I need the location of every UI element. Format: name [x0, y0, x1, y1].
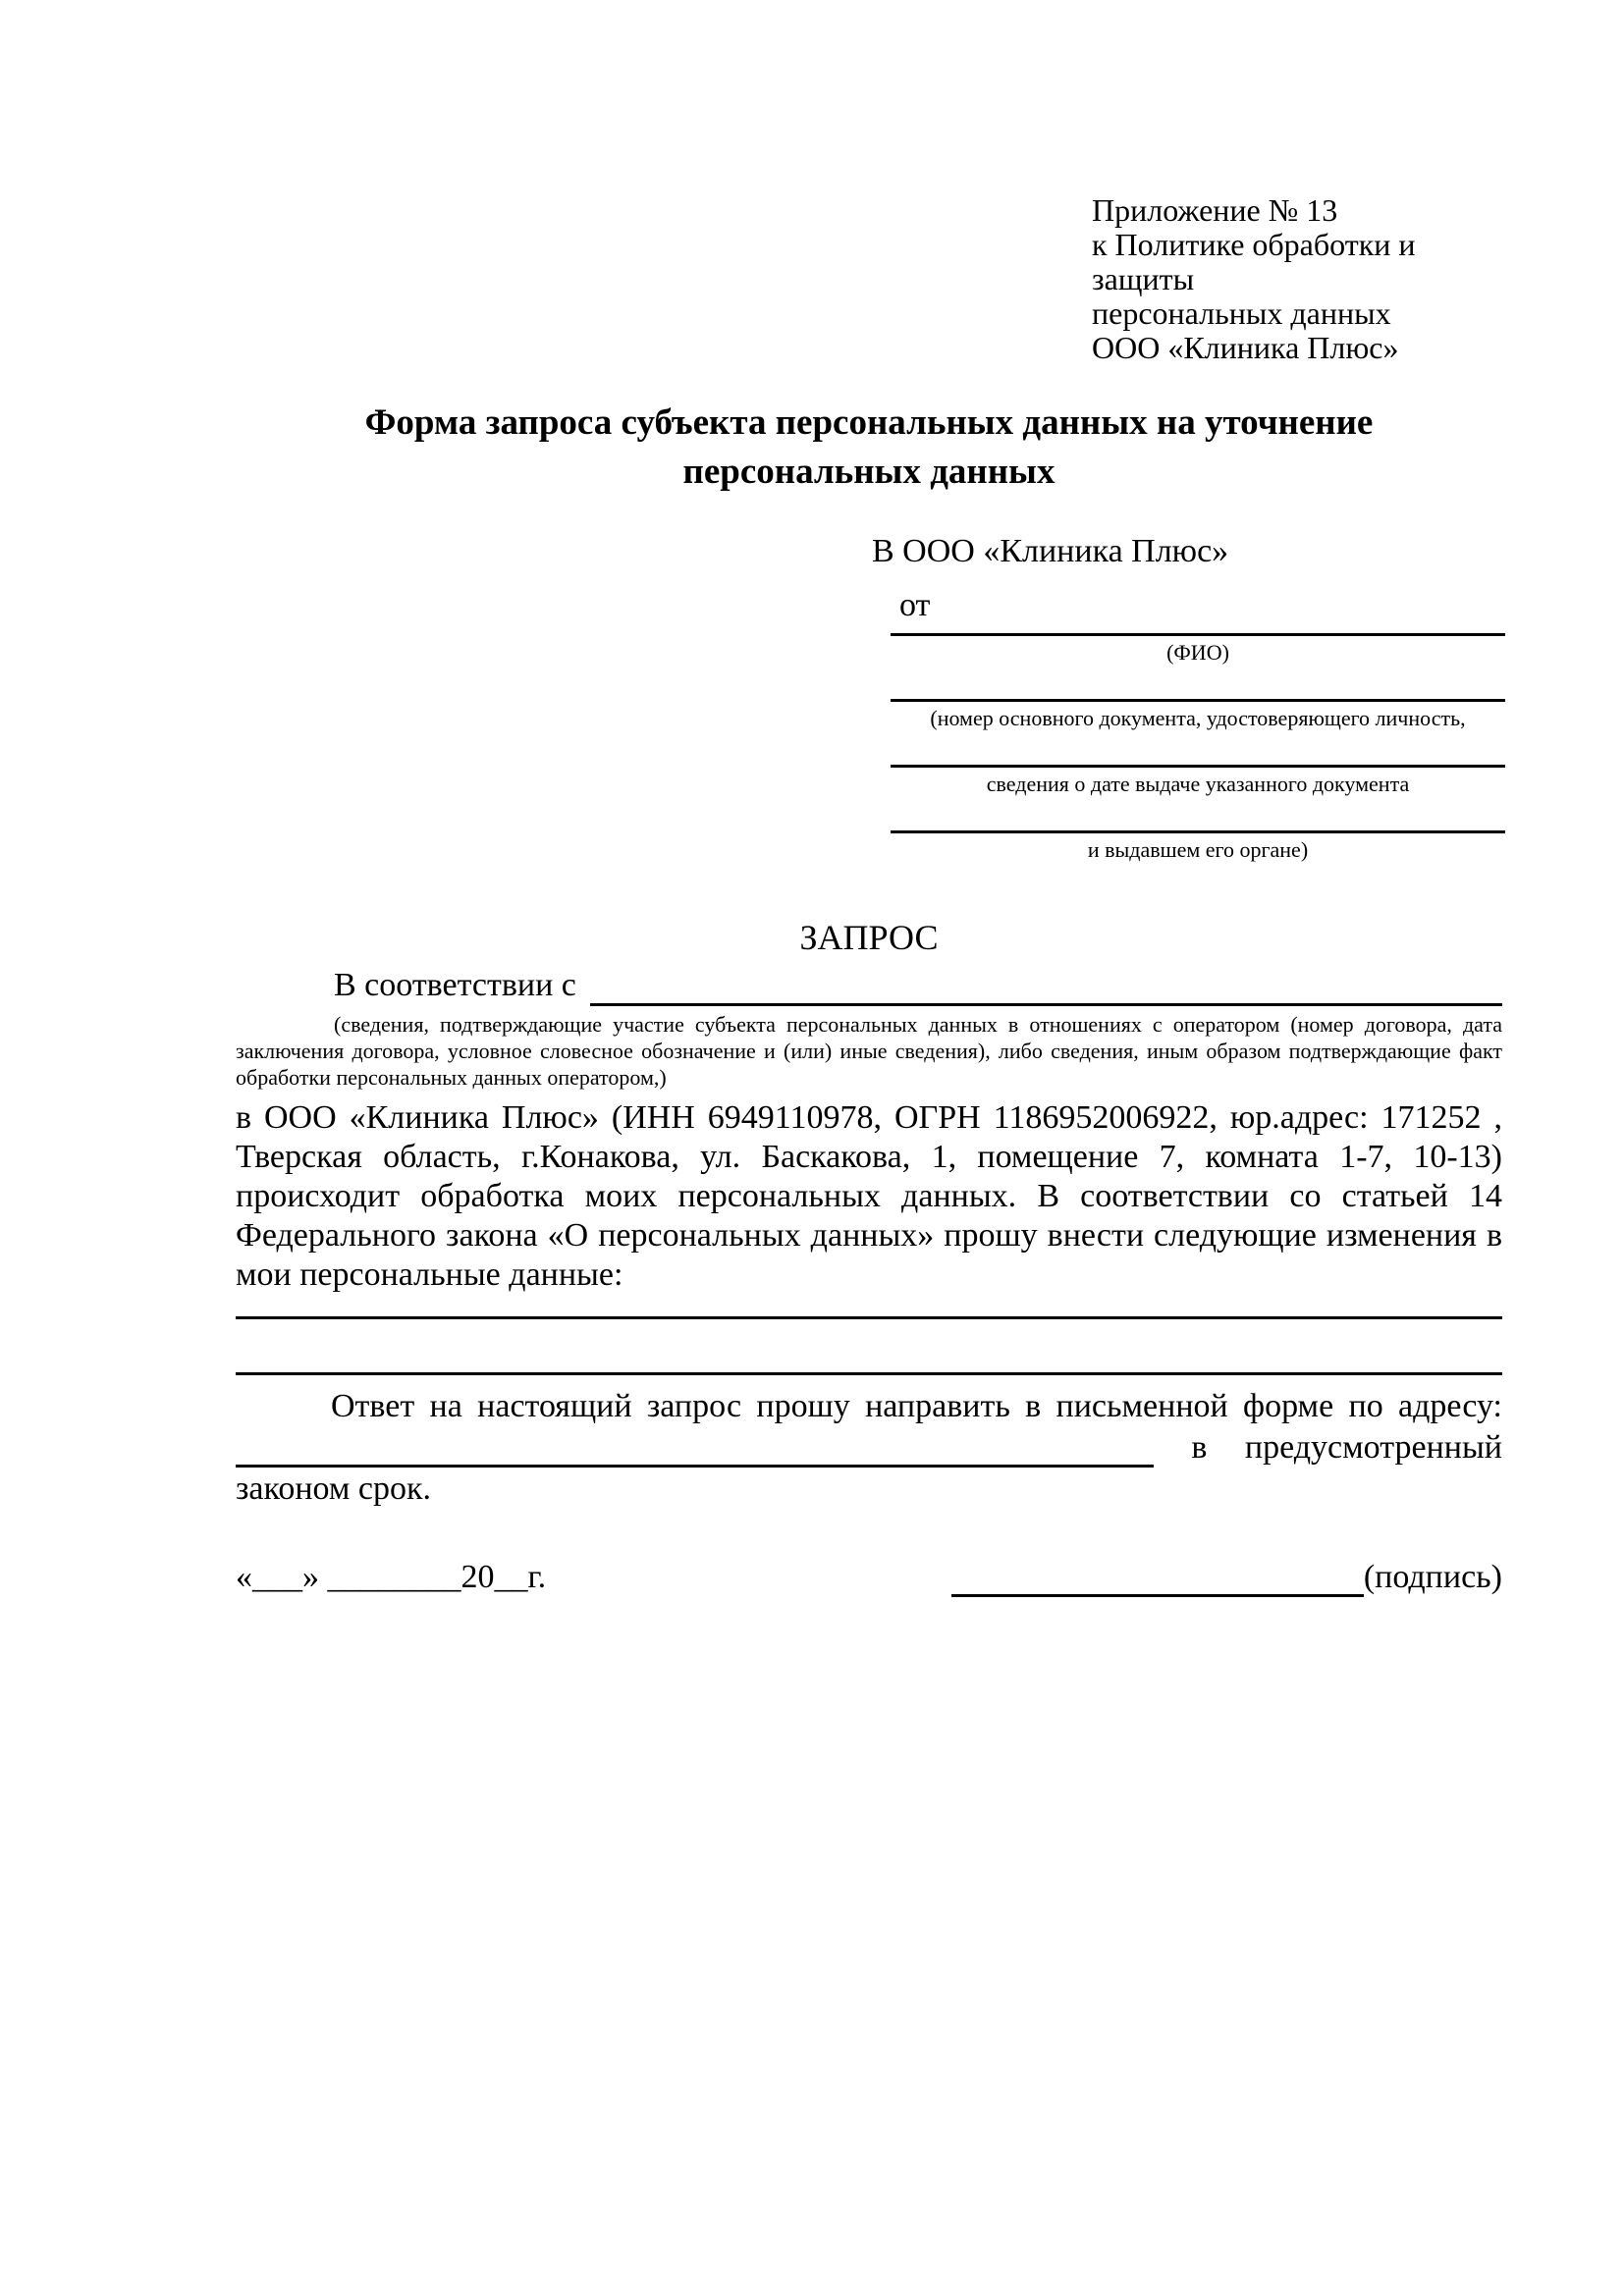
blank-line-2	[236, 1319, 1502, 1375]
reply-line-2	[236, 1428, 1502, 1468]
appendix-line-4: ООО «Клиника Плюс»	[1092, 330, 1399, 365]
form-title	[236, 399, 1502, 497]
intro-line	[236, 965, 1502, 1006]
recipient-company: В ООО «Клиника Плюс»	[872, 533, 1229, 569]
appendix-line-2: к Политике обработки и защиты	[1092, 227, 1416, 296]
recipient-fields	[891, 625, 1505, 863]
id-document-field-line	[891, 666, 1505, 702]
document-content	[236, 193, 1502, 1597]
signature-blank-line	[951, 1561, 1364, 1597]
id-document-field-caption: (номер основного документа, удостоверяющего личность,	[930, 706, 1466, 730]
signature-caption: (подпись)	[1363, 1559, 1502, 1595]
request-heading: ЗАПРОС	[799, 918, 939, 957]
form-title-line-1: Форма запроса субъекта персональных данных на уточнение	[364, 402, 1374, 443]
fio-field-caption: (ФИО)	[1166, 640, 1229, 665]
appendix-line-3: персональных данных	[1092, 295, 1391, 331]
reply-word-v: в	[1191, 1429, 1208, 1466]
blank-line-1	[236, 1295, 1502, 1319]
issuing-authority-field-line	[891, 797, 1505, 833]
reply-line-3: законом срок.	[236, 1470, 431, 1507]
reply-line-1: Ответ на настоящий запрос прошу направить в письменной форме по адресу:	[331, 1388, 1502, 1424]
intro-text: В соответствии с	[334, 967, 576, 1003]
form-title-line-2: персональных данных	[682, 452, 1056, 492]
appendix-header	[1092, 193, 1502, 365]
from-label: от	[899, 587, 931, 623]
footnote-text: (сведения, подтверждающие участие субъекта персональных данных в отношениях с оператором (номер договора, дата заключения договора, условное словесное обозначение и (или) иные сведения), либо сведения, иным образом подтверждающие факт обработки персональных данных оператором,)	[236, 1012, 1502, 1090]
request-body-text: в ООО «Клиника Плюс» (ИНН 6949110978, ОГРН 1186952006922, юр.адрес: 171252 , Тверская область, г.Конакова, ул. Баскакова, 1, помещение 7, комната 1-7, 10-13) происходит обработка моих персональных данных. В соответствии со статьей 14 Федерального закона «О персональных данных» прошу внести следующие изменения в мои персональные данные:	[236, 1099, 1502, 1293]
issue-date-field-line	[891, 731, 1505, 768]
reply-address-blank-line	[236, 1431, 1154, 1468]
signature-row	[236, 1558, 1502, 1597]
issue-date-field-caption: сведения о дате выдаче указанного документа	[986, 772, 1410, 796]
intro-blank-line	[590, 968, 1502, 1006]
date-field: «___» ________20__г.	[236, 1559, 547, 1595]
appendix-line-1: Приложение № 13	[1092, 192, 1338, 228]
issuing-authority-field-caption: и выдавшем его органе)	[1087, 837, 1309, 862]
recipient-block	[872, 532, 1505, 863]
fio-field-line	[891, 625, 1505, 636]
reply-word-predusmotrenny: предусмотренный	[1244, 1429, 1502, 1466]
